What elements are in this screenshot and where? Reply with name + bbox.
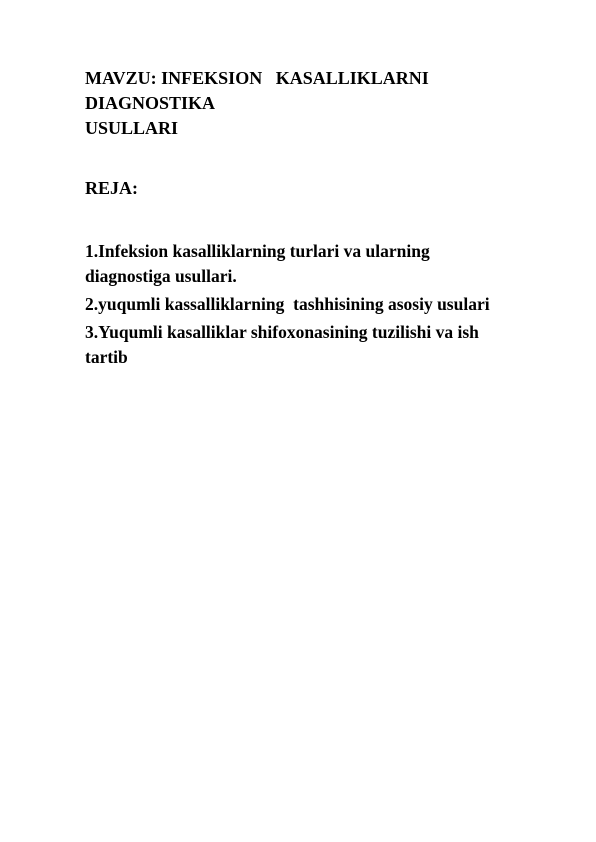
plan-item bbox=[85, 292, 555, 317]
plan-item bbox=[85, 320, 555, 370]
plan-item-text: 3.Yuqumli kasalliklar shifoxonasining tuzilishi va ish bbox=[85, 322, 479, 342]
title-line-2: DIAGNOSTIKA bbox=[85, 93, 216, 113]
plan-heading: REJA: bbox=[85, 178, 138, 198]
plan-list bbox=[85, 239, 555, 370]
plan-item-text: diagnostiga usullari. bbox=[85, 266, 237, 286]
plan-item-text: 1.Infeksion kasalliklarning turlari va ularning bbox=[85, 241, 430, 261]
plan-item bbox=[85, 239, 555, 289]
plan-item-text: 2.yuqumli kassalliklarning tashhisining asosiy usulari bbox=[85, 294, 490, 314]
title-line-1: MAVZU: INFEKSION KASALLIKLARNI bbox=[85, 68, 429, 88]
plan-item-text: tartib bbox=[85, 347, 128, 367]
document-title bbox=[85, 66, 555, 141]
title-line-3: USULLARI bbox=[85, 118, 179, 138]
